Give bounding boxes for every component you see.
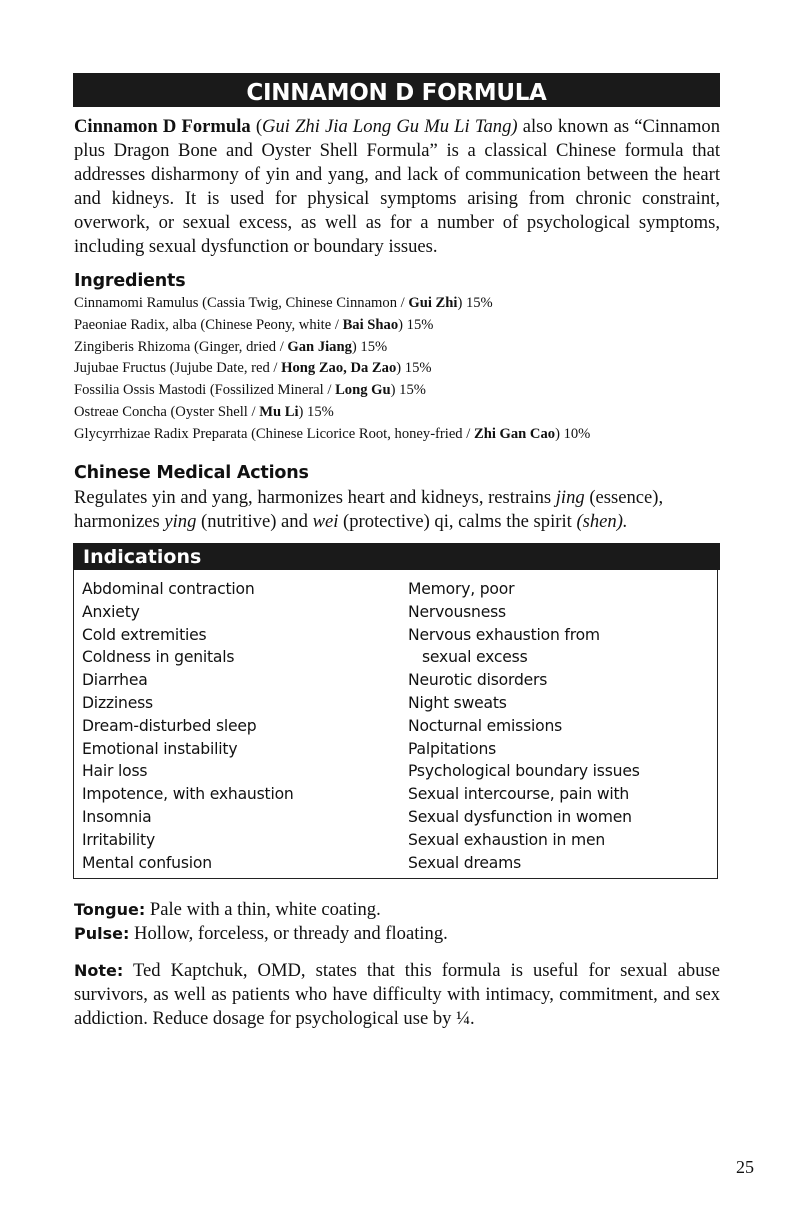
tongue-text: Pale with a thin, white coating. <box>145 899 381 920</box>
indication-item: Coldness in genitals <box>82 648 235 667</box>
indication-item: Palpitations <box>408 739 497 758</box>
ingredients-heading: Ingredients <box>74 271 186 291</box>
ingredient-row: Zingiberis Rhizoma (Ginger, dried / Gan Jiang) 15% <box>74 338 388 355</box>
indication-item: Memory, poor <box>408 580 515 598</box>
indication-item: Impotence, with exhaustion <box>82 785 294 804</box>
ingredient-row: Paeoniae Radix, alba (Chinese Peony, white / Bai Shao) 15% <box>74 316 434 333</box>
indication-item: Dizziness <box>82 693 153 712</box>
tongue-pulse-section <box>74 898 734 946</box>
indication-item: Irritability <box>82 830 155 849</box>
indication-item: Anxiety <box>82 602 140 621</box>
ingredient-row: Jujubae Fructus (Jujube Date, red / Hong Zao, Da Zao) 15% <box>74 360 432 377</box>
intro-text: also known as “Cinnamon plus Dragon Bone and Oyster Shell Formula” is a classical Chinese formula that addresses disharmony of yin and yang, and lack of communication between the heart and kidneys. It is used for physical symptoms arising from chronic constraint, overwork, or sexual excess, as well as for a number of psychological symptoms, including sexual dysfunction or boundary issues. <box>74 116 721 258</box>
formula-name: Cinnamon D Formula <box>74 116 251 137</box>
pulse-line <box>74 922 734 946</box>
ingredient-row: Ostreae Concha (Oyster Shell / Mu Li) 15% <box>74 403 334 420</box>
indication-item: Cold extremities <box>82 625 207 644</box>
indications-right-column <box>408 578 640 874</box>
indication-item: Hair loss <box>82 762 148 781</box>
indication-item: Sexual dreams <box>408 853 522 872</box>
note-label: Note: <box>74 961 124 980</box>
intro-paragraph <box>74 115 720 260</box>
ingredient-row: Cinnamomi Ramulus (Cassia Twig, Chinese Cinnamon / Gui Zhi) 15% <box>74 295 493 311</box>
indication-item: Nocturnal emissions <box>408 716 563 735</box>
actions-heading: Chinese Medical Actions <box>74 463 309 483</box>
ingredients-list <box>74 293 734 446</box>
indication-item-continued: sexual excess <box>422 648 528 667</box>
indication-item: Nervous exhaustion from <box>408 625 600 644</box>
indication-item: Abdominal contraction <box>82 580 255 598</box>
formula-pinyin: Gui Zhi Jia Long Gu Mu Li Tang) <box>262 116 518 137</box>
indication-item: Mental confusion <box>82 853 212 872</box>
note-text: Ted Kaptchuk, OMD, states that this formula is useful for sexual abuse survivors, as well as patients who have difficulty with intimacy, commitment, and sex addiction. Reduce dosage for psychological use by ¼. <box>74 960 720 1030</box>
indication-item: Emotional instability <box>82 739 238 758</box>
tongue-line <box>74 898 734 922</box>
page-title: CINNAMON D FORMULA <box>73 73 720 107</box>
indication-item: Diarrhea <box>82 671 148 690</box>
indication-item: Nervousness <box>408 602 506 621</box>
actions-paragraph: Regulates yin and yang, harmonizes heart and kidneys, restrains jing (essence), harmonizes ying (nutritive) and wei (protective) qi, calms the spirit (shen). <box>74 487 664 533</box>
pulse-label: Pulse: <box>74 924 130 943</box>
note-paragraph <box>74 959 720 1031</box>
tongue-label: Tongue: <box>74 900 146 919</box>
intro-paren: ( <box>250 116 263 137</box>
indications-heading: Indications <box>73 543 720 570</box>
indication-item: Sexual exhaustion in men <box>408 830 606 849</box>
ingredient-row: Fossilia Ossis Mastodi (Fossilized Mineral / Long Gu) 15% <box>74 382 426 399</box>
indication-item: Sexual dysfunction in women <box>408 807 632 826</box>
indication-item: Sexual intercourse, pain with <box>408 785 630 804</box>
page-number: 25 <box>736 1157 754 1177</box>
indication-item: Dream-disturbed sleep <box>82 716 257 735</box>
indication-item: Neurotic disorders <box>408 671 548 690</box>
indication-item: Night sweats <box>408 693 507 712</box>
ingredient-row: Glycyrrhizae Radix Preparata (Chinese Licorice Root, honey-fried / Zhi Gan Cao) 10% <box>74 425 591 442</box>
pulse-text: Hollow, forceless, or thready and floating. <box>129 923 448 944</box>
indication-item: Insomnia <box>82 807 152 826</box>
indications-left-column <box>82 578 294 874</box>
indication-item: Psychological boundary issues <box>408 762 640 781</box>
